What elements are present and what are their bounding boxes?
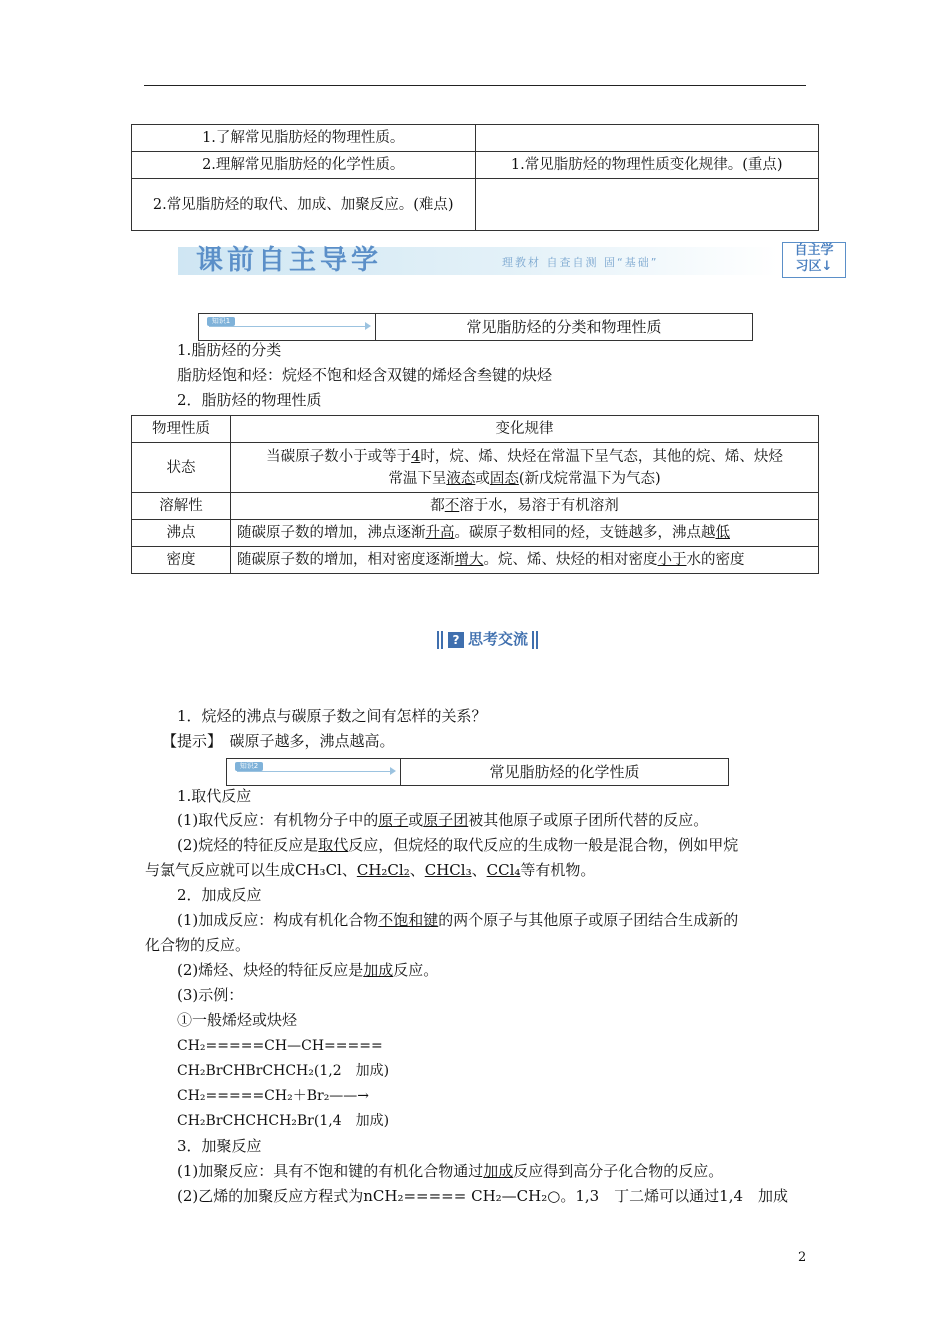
answer-blank: 液态 <box>446 470 476 487</box>
text-run: (2)烷烃的特征反应是 <box>177 836 319 854</box>
banner-tag-line: 自主学 <box>794 243 834 258</box>
answer-blank: 取代 <box>318 836 349 854</box>
answer-blank: CHCl₃ <box>424 861 472 879</box>
text-run: 或 <box>408 811 424 829</box>
section-badge: 知识2 <box>235 762 263 771</box>
page-number: 2 <box>798 1250 807 1265</box>
text-run: 反应。 <box>393 961 439 979</box>
text-run: 当碳原子数小于或等于 <box>266 448 412 465</box>
item-heading: 2．加成反应 <box>177 886 262 904</box>
equation-line: CH₂=====CH₂＋Br₂——→ <box>177 1088 370 1104</box>
question: 1．烷烃的沸点与碳原子数之间有怎样的关系？ <box>177 707 487 725</box>
arrow-line <box>237 771 392 772</box>
text-run: 都 <box>430 498 445 514</box>
row-value <box>231 520 819 547</box>
objective-cell: 2.理解常见脂肪烃的化学性质。 <box>132 152 476 179</box>
text-run: 反应得到高分子化合物的反应。 <box>513 1162 724 1180</box>
row-value <box>231 443 819 493</box>
row-value <box>231 493 819 520</box>
arrow-right-icon <box>390 767 396 775</box>
answer-blank: 固态 <box>489 470 519 487</box>
equation-line: CH₂BrCHCHCH₂Br(1,4 加成) <box>177 1113 390 1129</box>
bar-icon <box>532 631 534 649</box>
answer-blank: 小于 <box>657 552 687 568</box>
row-value <box>231 547 819 574</box>
text-run: 溶于水，易溶于有机溶剂 <box>459 498 619 514</box>
paragraph: 与氯气反应就可以生成CH₃Cl、CH₂Cl₂、CHCl₃、CCl₄等有机物。 <box>145 861 596 879</box>
banner-subtitle: 理教材 自查自测 固“基础” <box>502 256 659 269</box>
arrow-line <box>209 326 367 327</box>
text-run: (1)加成反应：构成有机化合物 <box>177 911 379 929</box>
text-run: 与氯气反应就可以生成CH₃Cl、 <box>145 861 357 879</box>
text-run: 反应，但烷烃的取代反应的生成物一般是混合物，例如甲烷 <box>348 836 739 854</box>
paragraph <box>177 910 738 930</box>
text-run: 等有机物。 <box>520 861 596 879</box>
objective-cell: 2.常见脂肪烃的取代、加成、加聚反应。(难点) <box>132 179 476 231</box>
paragraph <box>177 1161 723 1181</box>
answer-blank: 4 <box>411 448 421 465</box>
paragraph <box>177 810 708 830</box>
row-label: 状态 <box>132 443 231 493</box>
header-rule <box>144 85 806 86</box>
question-icon: ? <box>448 632 464 648</box>
text-run: 。碳原子数相同的烃，支链越多，沸点越 <box>454 525 716 541</box>
text-run: (1)取代反应：有机物分子中的 <box>177 811 379 829</box>
equation-line: CH₂=====CH—CH===== <box>177 1038 383 1054</box>
answer-blank: 增大 <box>454 552 484 568</box>
item-heading: 1.取代反应 <box>177 787 252 805</box>
paragraph: ①一般烯烃或炔烃 <box>177 1011 298 1029</box>
row-label: 密度 <box>132 547 231 574</box>
paragraph <box>177 960 438 980</box>
answer-blank: 低 <box>715 525 730 541</box>
text-run: (新戊烷常温下为气态) <box>518 470 661 487</box>
text-run: 常温下呈 <box>388 470 447 487</box>
section-header <box>226 758 729 786</box>
bar-icon <box>536 631 538 649</box>
row-label: 溶解性 <box>132 493 231 520</box>
answer-blank: 原子团 <box>423 811 469 829</box>
paragraph: 脂肪烃饱和烃：烷烃不饱和烃含双键的烯烃含叁键的炔烃 <box>177 366 553 384</box>
equation-line: CH₂BrCHBrCHCH₂(1,2 加成) <box>177 1063 390 1079</box>
banner-tag <box>782 242 846 278</box>
section-title: 常见脂肪烃的分类和物理性质 <box>466 318 662 336</box>
text-run: (1)加聚反应：具有不饱和键的有机化合物通过 <box>177 1162 484 1180</box>
item-heading: 1.脂肪烃的分类 <box>177 341 282 359</box>
text-run: 或 <box>475 470 490 487</box>
paragraph <box>177 835 738 855</box>
table-header-cell: 变化规律 <box>231 416 819 443</box>
answer-blank: 原子 <box>378 811 409 829</box>
hint-text: 碳原子越多，沸点越高。 <box>229 732 395 750</box>
text-run: (2)烯烃、炔烃的特征反应是 <box>177 961 364 979</box>
answer-blank: 加成 <box>363 961 394 979</box>
answer-blank: 不饱和键 <box>378 911 439 929</box>
answer-blank: CCl₄ <box>486 861 521 879</box>
item-heading: 2．脂肪烃的物理性质 <box>177 391 322 409</box>
text-run: 水的密度 <box>686 552 745 568</box>
text-run: 时，烷、烯、炔烃在常温下呈气态，其他的烷、烯、炔烃 <box>420 448 783 465</box>
think-title: 思考交流 <box>468 630 529 648</box>
text-run: 。烷、烯、炔烃的相对密度 <box>483 552 658 568</box>
properties-table <box>131 415 819 574</box>
section-title: 常见脂肪烃的化学性质 <box>489 763 640 781</box>
table-header-cell: 物理性质 <box>132 416 231 443</box>
banner-title: 课前自主导学 <box>196 245 382 276</box>
text-run: 的两个原子与其他原子或原子团结合生成新的 <box>438 911 739 929</box>
paragraph: (2)乙烯的加聚反应方程式为nCH₂===== CH₂—CH₂○。1,3 丁二烯可以通过1,4 加成 <box>177 1187 789 1205</box>
answer-blank: CH₂Cl₂ <box>356 861 410 879</box>
section-arrow <box>227 759 401 785</box>
text-run: 随碳原子数的增加，沸点逐渐 <box>237 525 426 541</box>
objective-cell: 1.常见脂肪烃的物理性质变化规律。(重点) <box>475 152 819 179</box>
paragraph: (3)示例： <box>177 986 244 1004</box>
objective-cell: 1.了解常见脂肪烃的物理性质。 <box>132 125 476 152</box>
text-run: 被其他原子或原子团所代替的反应。 <box>468 811 709 829</box>
arrow-right-icon <box>365 322 371 330</box>
text-run: 随碳原子数的增加，相对密度逐渐 <box>237 552 455 568</box>
answer-blank: 升高 <box>425 525 455 541</box>
answer-blank: 加成 <box>483 1162 514 1180</box>
hint <box>162 731 395 751</box>
hint-label: 【提示】 <box>162 732 215 750</box>
objective-cell <box>475 125 819 152</box>
think-discuss-label <box>436 628 539 649</box>
objectives-table <box>131 124 819 231</box>
answer-blank: 不 <box>444 498 460 514</box>
row-label: 沸点 <box>132 520 231 547</box>
item-heading: 3．加聚反应 <box>177 1137 262 1155</box>
section-header <box>198 313 753 341</box>
objective-cell <box>475 179 819 231</box>
bar-icon <box>441 631 443 649</box>
bar-icon <box>437 631 439 649</box>
paragraph: 化合物的反应。 <box>145 936 251 954</box>
section-badge: 知识1 <box>207 317 235 326</box>
section-arrow <box>199 314 376 340</box>
banner-tag-line: 习区↓ <box>795 259 833 274</box>
